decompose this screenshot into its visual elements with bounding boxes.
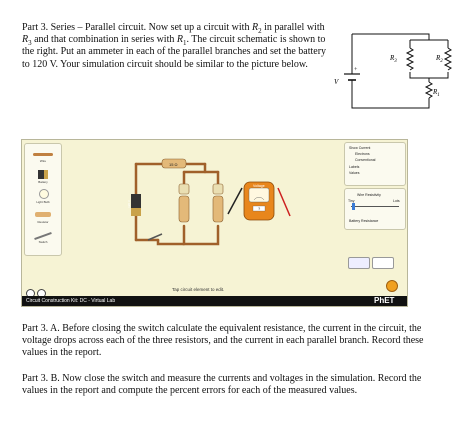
battery-v-label: V (334, 78, 339, 86)
r1-subscript: 1 (182, 39, 187, 48)
battery[interactable] (131, 194, 141, 208)
part-b-paragraph: Part 3. B. Now close the switch and measure the currents and voltages in the simulation. Record the values in the report and compute the percent errors for each of the measured values. (22, 373, 422, 397)
r2-subscript: 2 (258, 27, 262, 35)
resistor-r2[interactable] (213, 196, 223, 222)
voltmeter-red-probe[interactable] (278, 188, 290, 216)
battery-resistance-checkbox[interactable]: Battery Resistance (349, 219, 379, 223)
svg-text:15 Ω: 15 Ω (169, 162, 178, 167)
schematic-wire-top (352, 34, 429, 40)
resistivity-panel (344, 188, 406, 230)
voltmeter-black-probe[interactable] (228, 188, 242, 214)
resistor-r3[interactable] (179, 196, 189, 222)
slider-thumb[interactable] (352, 203, 355, 210)
r1-letter: R (176, 34, 183, 46)
toolbox-switch-label: Switch (38, 240, 48, 244)
view-toggle (348, 257, 394, 267)
electrons-radio[interactable]: Electrons (355, 152, 370, 156)
resistor-r3-symbol (407, 48, 413, 70)
toolbox-light-bulb-label: Light Bulb (36, 200, 50, 204)
intro-text-4: . The circuit schematic is shown to the right. Put an ammeter in each of the parallel branches and set the battery to 120 V. Your simulation circuit should be similar to the picture below. (22, 34, 327, 70)
battery-cap (131, 208, 141, 216)
r3-label: $R_3$ (390, 54, 397, 64)
battery-voltage-label: 120 V (126, 200, 131, 208)
battery-plus-label: + (354, 67, 358, 73)
intro-text-2: in parallel with (261, 22, 325, 33)
schematic-wire-split-bottom (410, 72, 448, 78)
wire-resistivity-slider[interactable] (351, 206, 399, 207)
intro-text-3: and that combination in series with (31, 34, 177, 46)
current-display-panel (344, 142, 406, 186)
lots-label: Lots (393, 199, 400, 203)
toolbox-battery-label: Battery (38, 180, 48, 184)
values-checkbox[interactable]: Values (349, 171, 360, 175)
schematic-wire-bottom (352, 86, 429, 108)
voltmeter-value: ? (258, 206, 261, 211)
schematic-view-button[interactable] (372, 257, 394, 269)
r2-label: $R_2$ (436, 54, 443, 64)
wire-parallel-bottom (184, 226, 218, 244)
tiny-label: Tiny (348, 199, 355, 203)
reset-icon[interactable] (386, 280, 398, 292)
r3-letter: R (22, 34, 29, 46)
r3-subscript: 3 (28, 39, 32, 48)
tap-hint: Tap circuit element to edit. (172, 287, 225, 292)
conventional-radio[interactable]: Conventional (355, 158, 376, 162)
ammeter-r2-branch[interactable] (213, 184, 223, 194)
phet-logo[interactable]: PhET (374, 296, 395, 305)
circuit-schematic (332, 26, 452, 116)
sim-title: Circuit Construction Kit: DC - Virtual Lab (26, 298, 116, 304)
labels-checkbox[interactable]: Labels (349, 165, 360, 169)
ammeter-r3-branch[interactable] (179, 184, 189, 194)
show-current-checkbox[interactable]: Show Current (349, 146, 371, 150)
voltmeter-label: Voltage (253, 184, 265, 188)
resistor-r2-symbol (445, 48, 451, 70)
r2-letter: R (251, 22, 259, 33)
simulation-screenshot (21, 139, 408, 307)
resistor-r1-symbol (426, 82, 432, 98)
lifelike-view-button[interactable] (348, 257, 370, 269)
part-a-paragraph: Part 3. A. Before closing the switch calculate the equivalent resistance, the current in the circuit, the voltage drops across each of the three resistors, and the current in each parallel branch. Record these values in the report. (22, 323, 424, 359)
intro-paragraph (22, 22, 332, 71)
r1-label: $R_1$ (433, 88, 440, 98)
intro-text-1: Part 3. Series – Parallel circuit. Now set up a circuit with (22, 22, 252, 33)
toolbox-wire-label: Wire (39, 159, 47, 163)
toolbox-resistor-label: Resistor (37, 220, 49, 224)
wire-resistivity-label: Wire Resistivity (357, 193, 381, 197)
